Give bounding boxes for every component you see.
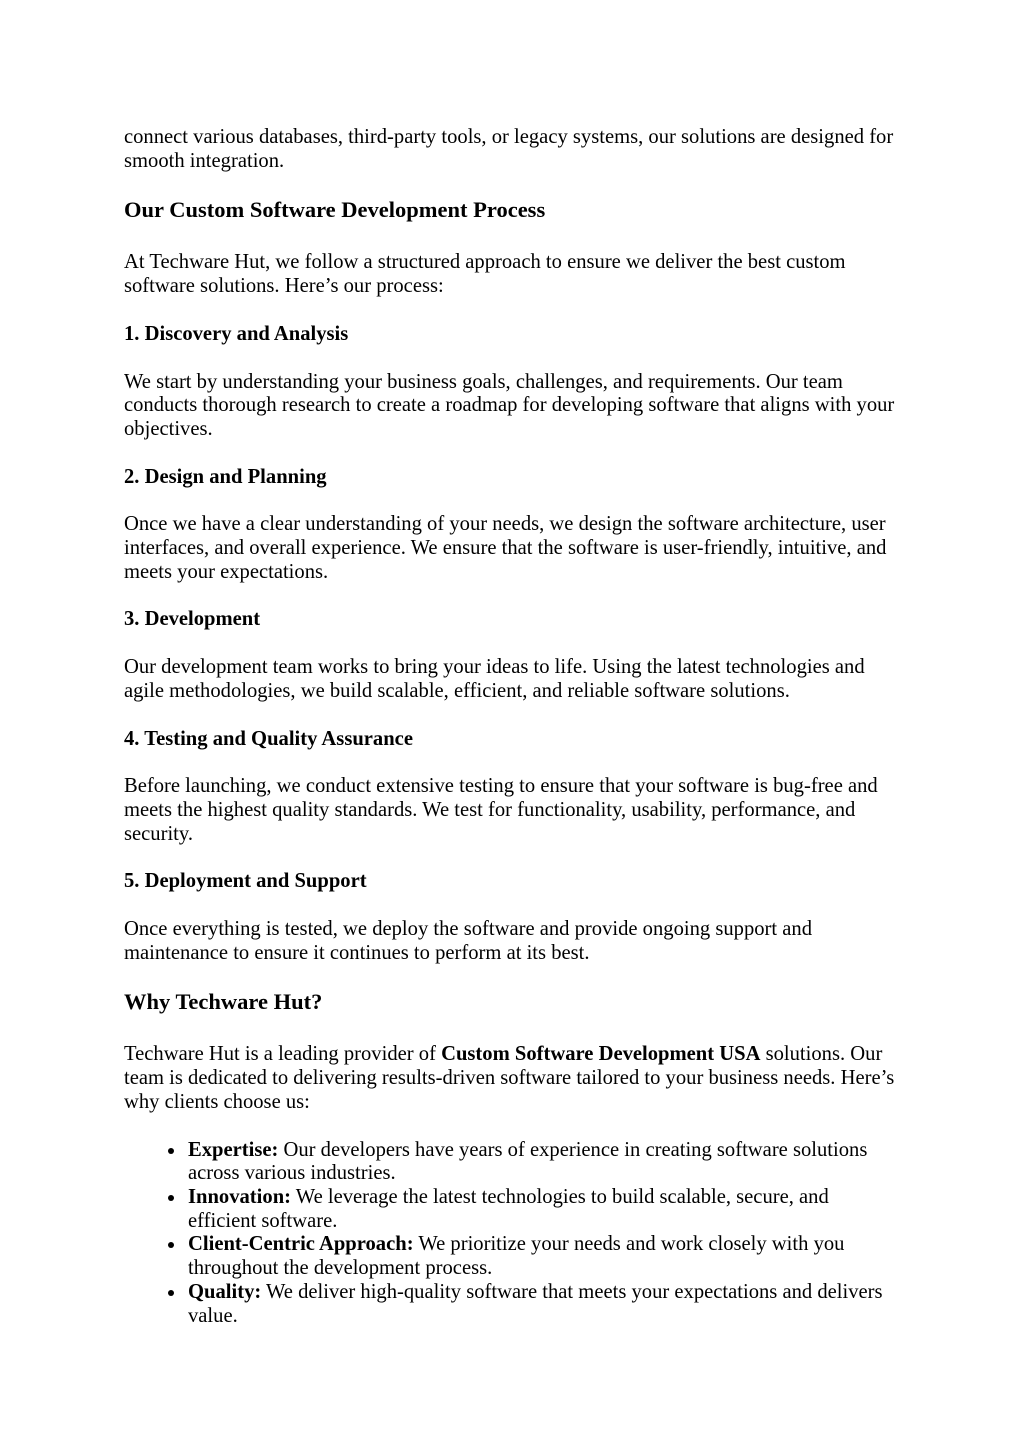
process-lead-paragraph: At Techware Hut, we follow a structured approach to ensure we deliver the best custom software solutions. Here’s our process:: [124, 251, 846, 298]
section-heading-process: Our Custom Software Development Process: [124, 197, 546, 223]
why-lead-paragraph: [124, 1043, 899, 1114]
bullet-text: We prioritize your needs and work closely with you throughout the development process.: [188, 1233, 845, 1280]
step-heading-discovery: 1. Discovery and Analysis: [124, 322, 349, 345]
bullet-text: We deliver high-quality software that meets your expectations and delivers value.: [188, 1280, 883, 1327]
step-heading-testing: 4. Testing and Quality Assurance: [124, 727, 413, 750]
step-heading-deployment: 5. Deployment and Support: [124, 870, 367, 893]
section-heading-why: Why Techware Hut?: [124, 989, 323, 1015]
list-item-quality: [186, 1281, 899, 1328]
why-bullet-list: [124, 1139, 899, 1329]
step-heading-development: 3. Development: [124, 608, 261, 631]
bullet-text: Our developers have years of experience in creating software solutions across various industries.: [188, 1138, 868, 1185]
step-body-deployment: Once everything is tested, we deploy the software and provide ongoing support and maintenance to ensure it continues to perform at its best.: [124, 918, 813, 964]
bullet-label: Expertise:: [188, 1138, 279, 1161]
bullet-label: Innovation:: [188, 1185, 291, 1208]
bullet-text: We leverage the latest technologies to build scalable, secure, and efficient software.: [188, 1185, 829, 1232]
document-content: [124, 126, 899, 1328]
why-lead-pre: Techware Hut is a leading provider of: [124, 1043, 442, 1066]
list-item-expertise: [186, 1139, 899, 1186]
step-body-development: Our development team works to bring your ideas to life. Using the latest technologies and agile methodologies, we build scalable, efficient, and reliable software solutions.: [124, 656, 865, 702]
step-body-design: Once we have a clear understanding of your needs, we design the software architecture, user interfaces, and overall experience. We ensure that the software is user-friendly, intuitive, and meets your expectations.: [124, 513, 887, 583]
bullet-label: Quality:: [188, 1280, 262, 1303]
step-body-discovery: We start by understanding your business goals, challenges, and requirements. Our team conducts thorough research to create a roadmap for developing software that aligns with your objectives.: [124, 370, 895, 440]
why-lead-bold-keyword: Custom Software Development USA: [441, 1043, 761, 1066]
intro-paragraph: connect various databases, third-party tools, or legacy systems, our solutions are designed for smooth integration.: [124, 126, 894, 172]
list-item-client-centric: [186, 1233, 899, 1280]
why-lead-post: solutions. Our team is dedicated to delivering results-driven software tailored to your business needs. Here’s why clients choose us:: [124, 1043, 895, 1113]
bullet-label: Client-Centric Approach:: [188, 1233, 414, 1256]
step-heading-design: 2. Design and Planning: [124, 465, 327, 488]
step-body-testing: Before launching, we conduct extensive testing to ensure that your software is bug-free and meets the highest quality standards. We test for functionality, usability, performance, and security.: [124, 775, 878, 845]
list-item-innovation: [186, 1186, 899, 1233]
